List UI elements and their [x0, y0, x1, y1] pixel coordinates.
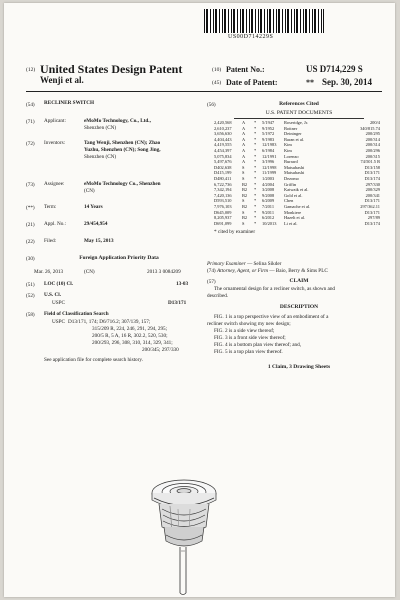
ref-number: D415,199: [214, 170, 232, 176]
ref-class: D13/171: [364, 198, 380, 204]
ref-class: 200/329: [365, 187, 380, 193]
code-58: (58): [26, 312, 35, 318]
ref-number: 7,976,103: [214, 204, 232, 209]
ref-inventor: Lorenzo: [284, 153, 299, 159]
ref-number: 2,420,568: [214, 120, 232, 125]
ref-star: *: [254, 120, 257, 125]
ref-date: 9/1952: [262, 125, 275, 131]
ref-class: 200/315: [365, 153, 380, 159]
term-value: 14 Years: [84, 204, 103, 210]
description-line3: FIG. 2 is a side view thereof;: [214, 328, 275, 334]
assignee-line1: eMoMo Technology Co., Shenzhen: [84, 181, 161, 187]
ref-kind: B2: [242, 187, 248, 193]
assignee-line2: (CN): [84, 188, 95, 194]
ref-number: D691,099: [214, 220, 232, 226]
priority-country: (CN): [84, 269, 95, 275]
code-51: (51): [26, 282, 35, 288]
ref-class: 200/314: [365, 136, 380, 142]
field-line1: D13/171, 174; D6/716.2; 307/139, 157;: [68, 319, 151, 325]
ref-inventor: Kim: [284, 148, 292, 153]
inventors-line2: Yuzhu, Shenzhen (CN); Song Jing,: [84, 147, 161, 153]
description-line2: recliner switch showing my new design;: [207, 321, 291, 327]
ref-number: 6,722,736: [214, 181, 232, 187]
ref-inventor: Gold et al.: [284, 192, 303, 198]
ref-kind: A: [242, 148, 246, 153]
priority-heading: Foreign Application Priority Data: [79, 255, 159, 261]
field-line4: 200/293, 296, 308, 310, 314, 329, 341;: [92, 340, 173, 346]
ref-kind: A: [242, 131, 246, 137]
inventors-short: Wenji et al.: [40, 75, 84, 85]
claim-heading: CLAIM: [289, 278, 309, 284]
ref-number: 4,404,443: [214, 136, 232, 142]
description-line4: FIG. 3 is a front side view thereof;: [214, 335, 286, 341]
ref-date: 1/2003: [262, 176, 275, 181]
code-45: (45): [212, 80, 222, 86]
ref-kind: B2: [242, 215, 248, 221]
recliner-switch-drawing: [126, 465, 276, 597]
date-stars: **: [306, 78, 314, 87]
ref-number: D480,411: [214, 176, 232, 181]
description-line6: FIG. 5 is a top plan view thereof.: [214, 349, 283, 355]
ref-star: *: [254, 164, 257, 170]
ref-star: *: [254, 170, 257, 176]
ref-star: *: [254, 153, 257, 159]
barcode: [204, 9, 324, 33]
cited-by-examiner: * cited by examiner: [214, 229, 256, 235]
ref-inventor: Roseridge, Jr.: [284, 120, 309, 125]
description-line1: FIG. 1 is a top perspective view of an embodiment of a: [214, 314, 329, 320]
date-label: Date of Patent:: [226, 78, 278, 87]
ref-date: 5/1972: [262, 131, 275, 137]
ref-star: *: [254, 176, 257, 181]
reference-row: [214, 221, 394, 227]
filed-value: May 15, 2013: [84, 238, 114, 244]
ref-star: *: [254, 192, 257, 198]
ref-date: 6/2009: [262, 198, 275, 204]
attorney-name: Baio, Berry & Sims PLC: [275, 268, 328, 274]
ref-number: 4,454,397: [214, 148, 232, 153]
ref-number: 5,075,834: [214, 153, 232, 159]
ref-star: *: [254, 215, 257, 221]
references-heading: References Cited: [279, 101, 319, 107]
appl-no-value: 29/454,954: [84, 221, 108, 227]
ref-date: 3/2008: [262, 187, 275, 193]
ref-star: *: [254, 131, 257, 137]
ref-inventor: Chen: [284, 198, 294, 204]
ref-date: 12/1991: [262, 153, 277, 159]
ref-class: D13/174: [364, 176, 380, 181]
ref-date: 4/2004: [262, 181, 275, 187]
ref-number: 5,497,676: [214, 159, 232, 165]
ref-date: 7/2011: [262, 204, 275, 209]
code-54: (54): [26, 102, 35, 108]
ref-star: *: [254, 159, 257, 165]
ref-inventor: Baran et al.: [284, 136, 305, 142]
field-sub: USPC: [52, 319, 65, 325]
ref-star: *: [254, 204, 257, 209]
ref-date: 12/1983: [262, 142, 277, 148]
us-cl-label: U.S. Cl.: [44, 292, 62, 298]
references-rule: [234, 118, 364, 119]
ref-class: D13/158: [364, 164, 380, 170]
ref-class: 200/4: [369, 120, 380, 125]
field-heading: Field of Classification Search: [44, 311, 109, 317]
ref-kind: B2: [242, 204, 248, 209]
ref-date: 9/2008: [262, 192, 275, 198]
applicant-line1: eMoMo Technology, Co., Ltd.,: [84, 118, 151, 124]
field-note: See application file for complete search history.: [44, 357, 143, 363]
ref-inventor: Matsubashi: [284, 170, 305, 176]
ref-number: D645,009: [214, 209, 232, 215]
ref-class: 200/296: [365, 148, 380, 153]
claim-line2: described.: [207, 293, 229, 299]
ref-inventor: Matsubashi: [284, 164, 305, 170]
ref-inventor: Monkiere: [284, 209, 302, 215]
patent-no-label: Patent No.:: [226, 65, 265, 74]
field-line2: 315/209 R, 224, 246, 291, 294, 295;: [92, 326, 168, 332]
ref-class: 200/314: [365, 142, 380, 148]
ref-star: *: [254, 209, 257, 215]
ref-inventor: Gamache et al.: [284, 204, 311, 209]
ref-kind: A: [242, 159, 246, 165]
ref-kind: B2: [242, 192, 248, 198]
patent-number: US D714,229 S: [306, 64, 363, 74]
priority-number: 2013 3 0084209: [147, 269, 181, 275]
field-line3: 200/5 R, 5 A, 16 R, 302.2, 520, 530;: [92, 333, 168, 339]
description-heading: DESCRIPTION: [279, 304, 319, 310]
term-label: Term:: [44, 204, 57, 210]
field-line5: 200/345; 297/330: [142, 347, 179, 353]
applicant-line2: Shenzhen (CN): [84, 125, 117, 131]
ref-class: 297/89: [367, 215, 380, 221]
ref-kind: B2: [242, 181, 248, 187]
ref-class: 340/815.74: [360, 125, 380, 131]
patent-date: Sep. 30, 2014: [322, 77, 373, 87]
ref-kind: A: [242, 153, 246, 159]
ref-date: 11/1999: [262, 170, 277, 176]
attorney-label: Attorney, Agent, or Firm: [216, 268, 269, 274]
ref-star: *: [254, 220, 257, 226]
code-52: (52): [26, 293, 35, 299]
ref-inventor: Bottner: [284, 125, 298, 131]
ref-kind: S: [242, 220, 245, 226]
ref-number: D593,510: [214, 198, 232, 204]
barcode-number: US00D714229S: [228, 34, 274, 40]
us-patent-docs-heading: U.S. PATENT DOCUMENTS: [265, 110, 333, 116]
ref-kind: S: [242, 164, 245, 170]
ref-kind: S: [242, 198, 245, 204]
loc-value: 13-03: [176, 281, 189, 287]
ref-class: 297/362.11: [360, 204, 380, 209]
ref-inventor: Hazelt et al.: [284, 215, 306, 221]
ref-date: 6/1984: [262, 148, 275, 153]
ref-kind: A: [242, 125, 246, 131]
priority-date: Mar. 26, 2013: [34, 269, 64, 275]
ref-class: 200/341: [365, 192, 380, 198]
ref-inventor: Burrard: [284, 159, 298, 165]
ref-date: 6/2012: [262, 215, 275, 221]
ref-number: 8,205,937: [214, 215, 232, 221]
document-type-title: United States Design Patent: [40, 62, 183, 76]
ref-star: *: [254, 148, 257, 153]
ref-star: *: [254, 187, 257, 193]
ref-number: 7,342,194: [214, 187, 232, 193]
claim-line1: The ornamental design for a recliner switch, as shown and: [214, 286, 336, 292]
ref-inventor: Griffin: [284, 181, 297, 187]
code-22: (22): [26, 239, 35, 245]
code-term: (**): [26, 205, 35, 211]
ref-kind: A: [242, 142, 246, 148]
code-57: (57): [207, 279, 216, 285]
ref-star: *: [254, 125, 257, 131]
ref-number: D402,638: [214, 164, 232, 170]
ref-class: 200/295: [365, 131, 380, 137]
ref-kind: S: [242, 176, 245, 181]
assignee-label: Assignee:: [44, 181, 65, 187]
ref-inventor: Dezomo: [284, 176, 299, 181]
inventors-line1: Tang Wenji, Shenzhen (CN); Zhao: [84, 140, 161, 146]
ref-number: 3,656,630: [214, 131, 232, 137]
ref-inventor: Katwaik et al.: [284, 187, 309, 193]
code-10: (10): [212, 67, 222, 73]
ref-kind: S: [242, 209, 245, 215]
code-73: (73): [26, 182, 35, 188]
ref-inventor: Kim: [284, 142, 292, 148]
ref-inventor: Deininger: [284, 131, 302, 137]
description-line5: FIG. 4 is a bottom plan view thereof; and,: [214, 342, 302, 348]
code-74: (74): [207, 268, 216, 274]
applicant-label: Applicant:: [44, 118, 66, 124]
ref-star: *: [254, 136, 257, 142]
us-cl-sub: USPC: [52, 300, 65, 306]
claims-sheets: 1 Claim, 3 Drawing Sheets: [267, 364, 331, 370]
ref-date: 9/1983: [262, 136, 275, 142]
code-30: (30): [26, 256, 35, 262]
ref-star: *: [254, 181, 257, 187]
ref-number: 4,419,555: [214, 142, 232, 148]
filed-label: Filed:: [44, 238, 57, 244]
code-71: (71): [26, 119, 35, 125]
ref-date: 12/1998: [262, 164, 277, 170]
patent-page: US00D714229S (12) United States Design Patent Wenji et al. (10) Patent No.: US D714,229 S (45) Date of Patent: ** Sep. 30, 2014 (54) RECLINER SWITCH (71) Applicant: eMoMo Technology, Co., Ltd., Shenzhen (CN) (72) Inventors: Tang Wenji, Shenzhen (CN); Zhao Yuzhu, Shenzhen (CN); Song Jing, Shenzhen (CN) (73) Assignee: eMoMo Technology Co., Shenzhen (CN) (**) Term: 14 Years (21) Appl. No.: 29/454,954 (22) Filed: May 15, 2013 (30) Foreign Application Priority Data Mar. 26, 2013 (CN) 2013 3 0084209 (51) LOC (10) Cl. 13-03 (52) U.S. Cl. USPC D13/171 (58) Field of Classification Search USPC D13/171, 174; D6/716.2; 307/139, 157; 315/209 R, 224, 246, 291, 294, 295; 200/5 R, 5 A, 16 R, 302.2, 520, 530; 200/293, 296, 308, 310, 314, 329, 341; 200/345; 297/330 See application file for complete search history. (56) References Cited U.S. PATENT DOCUMENTS * cited by examiner Primary Examiner — Selina Sikder (74) Attorney, Agent, or Firm — Baio, Berry & Sims PLC (57) CLAIM The ornamental design for a recliner switch, as shown and described. DESCRIPTION FIG. 1 is a top perspective view of an embodiment of a recliner switch showing my new design; FIG. 2 is a side view thereof; FIG. 3 is a front side view thereof; FIG. 4 is a bottom plan view thereof; and, FIG. 5 is a top plan view thereof. 1 Claim, 3 Drawing Sheets 2,420,568 A * 5/1947 Roseridge, Jr. 200/4 2,610,237 A * 9/1952 Bottner 340/815.74 3,656,630 A * 5/1972 Deininger 200/295 4,404,443 A * 9/1983 Baran et al. 200/314 4,419,555 A * 12/1983 Kim 200/314 4,454,397 A * 6/1984 Kim 200/296 5,075,834 A * 12/1991 Lorenzo 200/315 5,497,676 A * 3/1996 Burrard 74/501.5 R D402,638 S * 12/1998 Matsubashi D13/158 D415,199 S * 11/1999 Matsubashi D13/171 D480,411 S * 1/2003 Dezomo D13/174 6,722,736 B2 * 4/2004 Griffin 297/330 7,342,194 B2 * 3/2008 Katwaik et al. 200/329 7,420,136 B2 * 9/2008 Gold et al. 200/341 D593,510 S * 6/2009 Chen D13/171 7,976,103 B2 * 7/2011 Gamache et al. 297/362.11 D645,009 S * 9/2011 Monkiere D13/171 8,205,937 B2 * 6/2012 Hazelt et al. 297/89 D691,099 S * 10/2013 Li et al. D13/174: [4, 3, 395, 597]
appl-no-label: Appl. No.:: [44, 221, 67, 227]
ref-class: 297/330: [365, 181, 380, 187]
ref-date: 5/1947: [262, 120, 275, 125]
ref-kind: S: [242, 170, 245, 176]
ref-kind: A: [242, 120, 246, 125]
ref-star: *: [254, 198, 257, 204]
inventors-label: Inventors:: [44, 140, 66, 146]
ref-class: 74/501.5 R: [360, 159, 380, 165]
ref-number: 2,610,237: [214, 125, 232, 131]
header-rule: [26, 91, 382, 92]
ref-class: D13/171: [364, 170, 380, 176]
inventors-line3: Shenzhen (CN): [84, 154, 117, 160]
examiner-label: Primary Examiner: [207, 261, 246, 267]
ref-date: 10/2013: [262, 220, 277, 226]
ref-kind: A: [242, 136, 246, 142]
code-72: (72): [26, 141, 35, 147]
examiner-name: Selina Sikder: [253, 261, 282, 267]
ref-date: 9/2011: [262, 209, 275, 215]
ref-star: *: [254, 142, 257, 148]
invention-title: RECLINER SWITCH: [44, 100, 95, 106]
ref-date: 3/1996: [262, 159, 275, 165]
ref-inventor: Li et al.: [284, 220, 298, 226]
us-cl-value: D13/171: [168, 300, 187, 306]
code-56: (56): [207, 102, 216, 108]
loc-label: LOC (10) Cl.: [44, 281, 73, 287]
ref-number: 7,420,136: [214, 192, 232, 198]
code-12: (12): [26, 67, 36, 73]
ref-class: D13/171: [364, 209, 380, 215]
code-21: (21): [26, 222, 35, 228]
ref-class: D13/174: [364, 220, 380, 226]
